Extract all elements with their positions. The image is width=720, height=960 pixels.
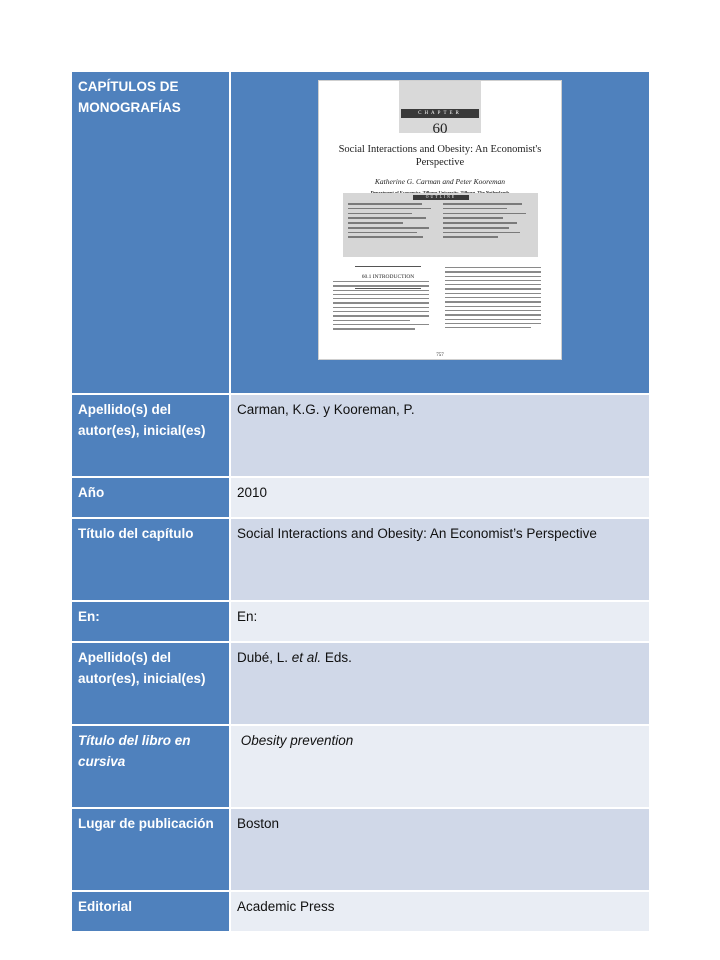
chapter-outline-box (343, 193, 538, 257)
table-row (71, 601, 650, 642)
row-value: Carman, K.G. y Kooreman, P. (230, 394, 650, 477)
table-row (71, 725, 650, 808)
row-value: Social Interactions and Obesity: An Economist’s Perspective (230, 518, 650, 601)
row-value-prefix: Dubé, L. (237, 650, 292, 665)
section-label: CAPÍTULOS DE MONOGRAFÍAS (71, 71, 230, 394)
row-value: En: (230, 601, 650, 642)
page-number: 757 (436, 353, 444, 358)
chapter-thumbnail-cell (230, 71, 650, 394)
table-row (71, 891, 650, 932)
table-row (71, 642, 650, 725)
chapter-page-authors: Katherine G. Carman and Peter Kooreman (374, 177, 506, 186)
table-row (71, 808, 650, 891)
row-label: Lugar de publicación (71, 808, 230, 891)
table-row (71, 394, 650, 477)
chapter-number: 60 (432, 121, 448, 137)
row-label: Título del libro en cursiva (71, 725, 230, 808)
row-value-suffix: Eds. (321, 650, 352, 665)
outline-column-left (348, 203, 440, 241)
introduction-heading: 60.1 INTRODUCTION (355, 266, 421, 289)
row-value-italic: et al. (291, 650, 322, 665)
table-row (71, 477, 650, 518)
text-column-right (445, 267, 541, 331)
row-label: Editorial (71, 891, 230, 932)
row-label: Apellido(s) del autor(es), inicial(es) (71, 642, 230, 725)
row-label: Apellido(s) del autor(es), inicial(es) (71, 394, 230, 477)
row-value: Academic Press (230, 891, 650, 932)
row-value (230, 642, 650, 725)
row-value: Obesity prevention (230, 725, 650, 808)
outline-column-right (443, 203, 535, 241)
chapter-word: CHAPTER (401, 109, 479, 118)
table-row (71, 518, 650, 601)
bibliographic-record-table (70, 70, 651, 933)
text-column-left (333, 281, 429, 333)
row-label: Título del capítulo (71, 518, 230, 601)
row-value: 2010 (230, 477, 650, 518)
row-label: En: (71, 601, 230, 642)
header-row (71, 71, 650, 394)
row-label: Año (71, 477, 230, 518)
chapter-first-page-image (318, 80, 562, 360)
row-value: Boston (230, 808, 650, 891)
chapter-page-title: Social Interactions and Obesity: An Economist's Perspective (338, 144, 542, 168)
outline-label: OUTLINE (413, 195, 469, 200)
